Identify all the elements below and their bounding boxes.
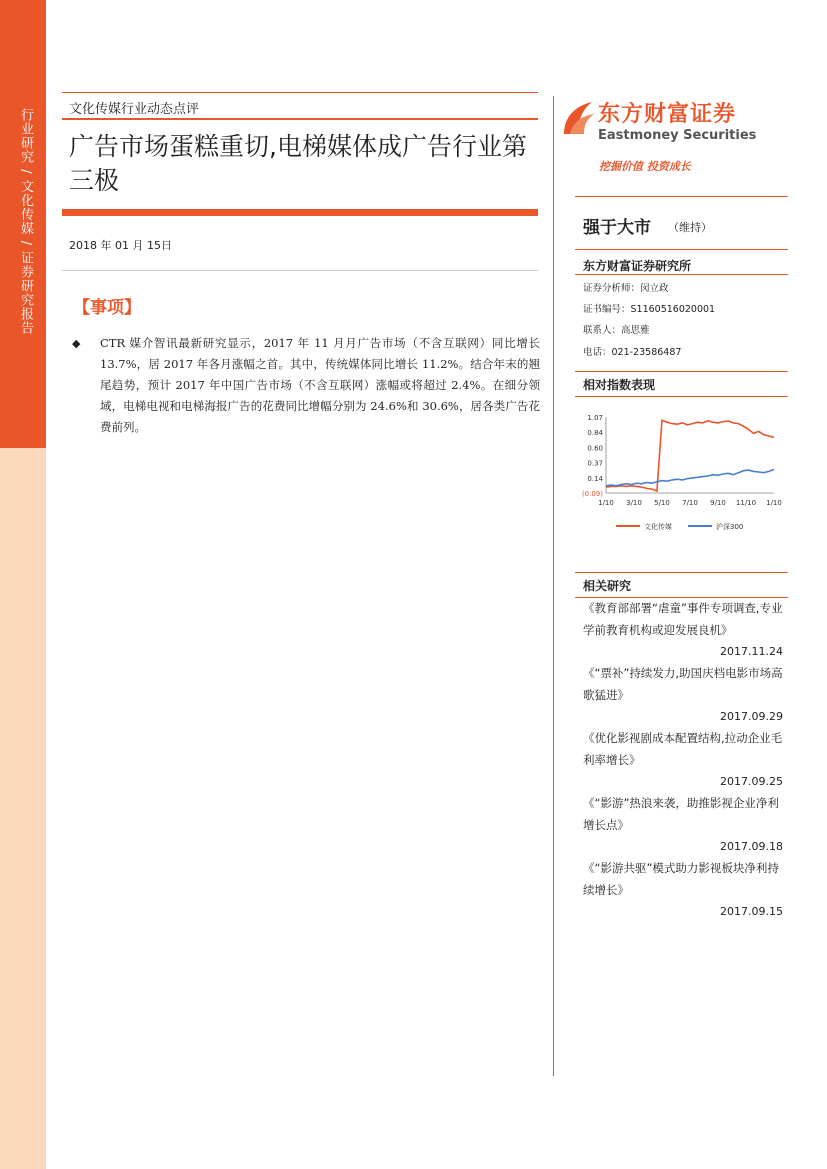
section-body: CTR 媒介智讯最新研究显示，2017 年 11 月月广告市场（不含互联网）同比增长 13.7%，居 2017 年各月涨幅之首。其中，传统媒体同比增长 11.2%。结合年末的翘尾趋势，预计 2017 年中国广告市场（不含互联网）涨幅或将超过 2.4%。在细分领域，电梯电视和电梯海报广告的花费同比增幅分别为 24.6%和 30.6%，居各类广告花费前列。 (100, 336, 540, 434)
legend-label: 文化传媒 (644, 523, 672, 531)
y-tick-label: 1.07 (587, 414, 603, 422)
x-tick-label: 3/10 (626, 499, 642, 507)
x-tick-label: 1/10 (598, 499, 614, 507)
x-tick-label: 1/10 (766, 499, 782, 507)
column-divider (553, 96, 554, 1076)
x-tick-label: 5/10 (654, 499, 670, 507)
top-rule (62, 92, 538, 93)
institute-name: 东方财富证券研究所 (583, 259, 692, 273)
section-heading: 【事项】 (73, 298, 141, 318)
related-report-date: 2017.11.24 (720, 645, 783, 658)
brand-rule (575, 196, 788, 197)
related-report-date: 2017.09.15 (720, 905, 783, 918)
series-line (606, 469, 774, 485)
rating-status: （维持） (668, 221, 712, 234)
header-rule (62, 118, 538, 120)
institute-rule (575, 274, 788, 275)
phone: 电话：021-23586487 (583, 347, 682, 358)
related-top-rule (575, 572, 788, 573)
rating-rule (575, 249, 788, 250)
related-report-date: 2017.09.29 (720, 710, 783, 723)
sidebar-label: 行业研究 / 文化传媒 / 证券研究报告 (18, 108, 33, 336)
sidebar-band-light (0, 448, 46, 1169)
related-heading: 相关研究 (583, 579, 632, 593)
contact: 联系人：高思雅 (583, 325, 650, 336)
y-tick-label: 0.84 (587, 429, 603, 438)
related-report[interactable]: 《“影游”热浪来袭，助推影视企业净利增长点》 (583, 796, 779, 832)
chart-heading: 相对指数表现 (583, 378, 656, 392)
related-report-date: 2017.09.18 (720, 840, 783, 853)
y-tick-label: 0.37 (587, 459, 603, 468)
x-tick-label: 9/10 (710, 499, 726, 507)
related-report[interactable]: 《教育部部署“虐童”事件专项调查,专业学前教育机构或迎发展良机》 (583, 601, 783, 637)
related-report[interactable]: 《“票补”持续发力,助国庆档电影市场高歌猛进》 (583, 666, 783, 702)
x-tick-label: 11/10 (735, 499, 757, 507)
analyst: 证券分析师：闵立政 (583, 283, 669, 294)
report-title: 广告市场蛋糕重切,电梯媒体成广告行业第三极 (69, 132, 527, 195)
y-tick-label: 0.60 (587, 444, 603, 453)
report-date: 2018 年 01 月 15日 (69, 239, 172, 252)
date-rule (62, 270, 538, 271)
brand-slogan: 挖掘价值 投资成长 (599, 160, 691, 173)
relative-index-chart (570, 405, 788, 540)
series-line (606, 420, 774, 491)
y-tick-label: 0.14 (587, 474, 603, 483)
brand-name: 东方财富证券 (598, 102, 737, 127)
related-report[interactable]: 《“影游共驱”模式助力影视板块净利持续增长》 (583, 861, 779, 897)
chart-heading-rule (575, 396, 788, 397)
brand-logo-icon (560, 100, 596, 138)
chart-top-rule (575, 371, 788, 372)
bullet-icon: ◆ (72, 337, 81, 350)
brand-name-en: Eastmoney Securities (598, 128, 757, 143)
rating-label: 强于大市 (583, 218, 651, 238)
title-rule (62, 209, 538, 216)
legend-label: 沪深300 (716, 523, 744, 531)
related-report[interactable]: 《优化影视剧成本配置结构,拉动企业毛利率增长》 (583, 731, 783, 767)
y-tick-label: (0.09) (581, 490, 603, 498)
report-category: 文化传媒行业动态点评 (69, 102, 200, 117)
license: 证书编号：S1160516020001 (583, 304, 716, 315)
x-tick-label: 7/10 (682, 499, 698, 507)
related-report-date: 2017.09.25 (720, 775, 783, 788)
